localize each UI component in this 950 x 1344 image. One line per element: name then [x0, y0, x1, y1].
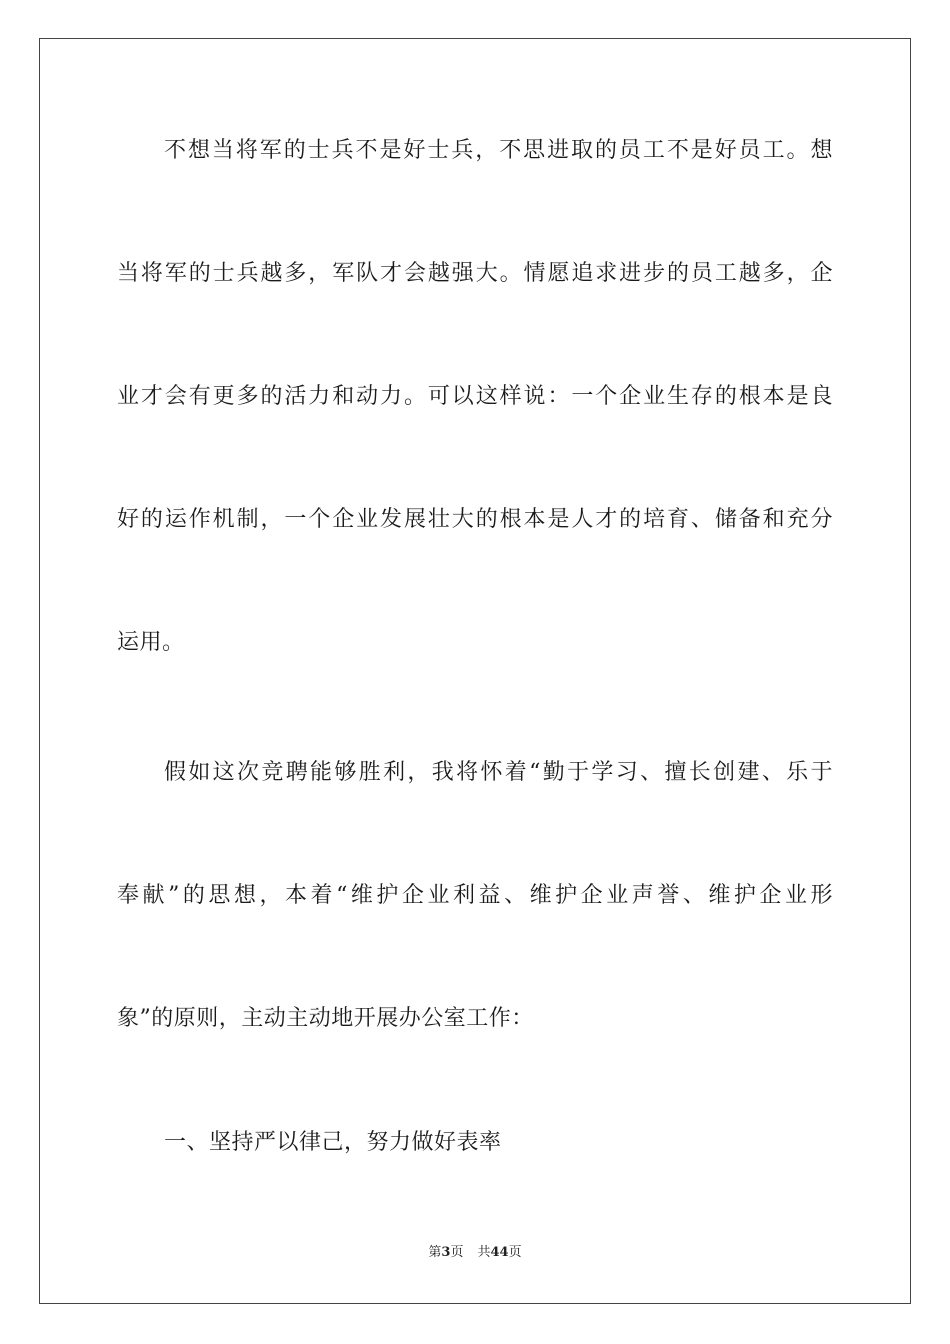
footer-page-prefix: 第	[428, 1245, 442, 1260]
paragraph-line: 业才会有更多的活力和动力。可以这样说：一个企业生存的根本是良	[117, 384, 833, 409]
footer-page-suffix: 页	[450, 1245, 464, 1260]
paragraph-line: 运用。	[117, 630, 185, 655]
paragraph-line: 不想当将军的士兵不是好士兵，不思进取的员工不是好员工。想	[164, 138, 833, 163]
section-heading: 一、坚持严以律己，努力做好表率	[164, 1130, 502, 1155]
footer-page-number: 3	[441, 1245, 451, 1260]
paragraph-line: 假如这次竞聘能够胜利，我将怀着“勤于学习、擅长创建、乐于	[164, 760, 833, 785]
paragraph-line: 好的运作机制，一个企业发展壮大的根本是人才的培育、储备和充分	[117, 507, 833, 532]
footer-total-number: 44	[490, 1245, 509, 1260]
paragraph-line: 象”的原则，主动主动地开展办公室工作：	[117, 1006, 534, 1031]
paragraph-line: 当将军的士兵越多，军队才会越强大。情愿追求进步的员工越多，企	[117, 261, 833, 286]
footer-total-prefix: 共	[477, 1245, 491, 1260]
page-footer	[0, 1244, 950, 1262]
paragraph-line: 奉献”的思想，本着“维护企业利益、维护企业声誉、维护企业形	[117, 883, 833, 908]
page-border	[39, 38, 911, 1304]
footer-total-suffix: 页	[508, 1245, 522, 1260]
